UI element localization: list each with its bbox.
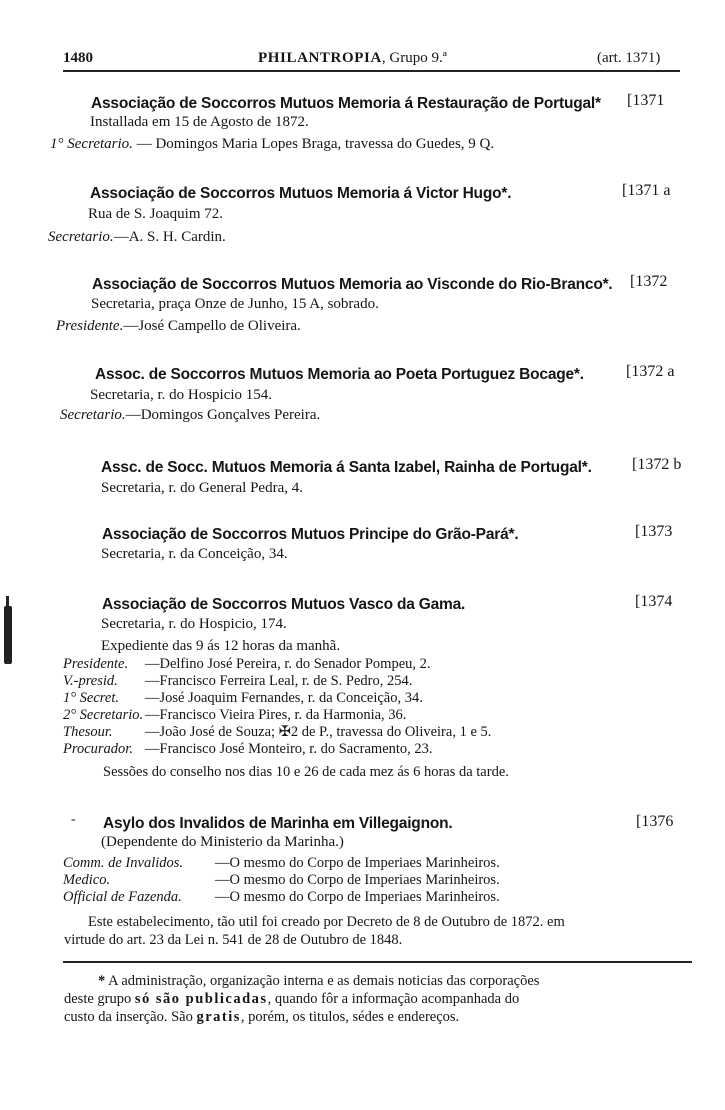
entry-7-name: Associação de Soccorros Mutuos Vasco da Gama. xyxy=(102,596,466,613)
footnote-text: , porém, os titulos, sédes e endereços. xyxy=(240,1009,460,1025)
entry-3-line: Secretaria, praça Onze de Junho, 15 A, sobrado. xyxy=(91,296,379,312)
officer-text: —Francisco Vieira Pires, r. da Harmonia, 36. xyxy=(145,707,407,723)
officer-role: Presidente. xyxy=(63,656,129,672)
officer-role: Thesour. xyxy=(63,724,113,740)
entry-3-officer xyxy=(56,318,301,335)
page-number: 1480 xyxy=(63,50,93,66)
officer-text: —Francisco Ferreira Leal, r. de S. Pedro, 254. xyxy=(145,673,413,689)
officer-text: —A. S. H. Cardin. xyxy=(113,229,226,245)
entry-7-closing: Sessões do conselho nos dias 10 e 26 de cada mez ás 6 horas da tarde. xyxy=(103,764,509,780)
officer-role: Comm. de Invalidos. xyxy=(63,855,184,871)
entry-7-line-1: Secretaria, r. do Hospicio, 174. xyxy=(101,616,287,632)
footnote-text: , quando fôr a informação acompanhada do xyxy=(267,991,520,1007)
entry-7-number: [1374 xyxy=(635,593,673,610)
entry-5-name: Assc. de Socc. Mutuos Memoria á Santa Izabel, Rainha de Portugal*. xyxy=(101,459,592,476)
footnote-line-3 xyxy=(64,1009,459,1026)
entry-2-officer xyxy=(48,229,226,246)
footnote-line-2 xyxy=(64,991,519,1008)
footnote-text: custo da inserção. São xyxy=(64,1009,197,1025)
entry-1-number: [1371 xyxy=(627,92,665,109)
entry-6-name: Associação de Soccorros Mutuos Principe do Grão-Pará*. xyxy=(102,526,519,543)
entry-1-name: Associação de Soccorros Mutuos Memoria á Restauração de Portugal* xyxy=(91,95,601,112)
running-title-rest: , Grupo 9.ª xyxy=(381,50,447,66)
entry-8-closing-2: virtude do art. 23 da Lei n. 541 de 28 de Outubro de 1848. xyxy=(64,932,403,948)
entry-8-name: Asylo dos Invalidos de Marinha em Villegaignon. xyxy=(103,815,453,832)
entry-4-number: [1372 a xyxy=(626,363,675,380)
entry-2-number: [1371 a xyxy=(622,182,671,199)
entry-8-number: [1376 xyxy=(636,813,674,830)
officer-text: —Domingos Gonçalves Pereira. xyxy=(125,407,321,423)
running-title-bold: PHILANTROPIA xyxy=(258,50,382,66)
entry-5-number: [1372 b xyxy=(632,456,682,473)
dash-mark: - xyxy=(71,812,76,827)
entry-7-line-2: Expediente das 9 ás 12 horas da manhã. xyxy=(101,638,341,654)
entry-6-number: [1373 xyxy=(635,523,673,540)
officer-role: Presidente. xyxy=(56,318,124,334)
officer-text: — Domingos Maria Lopes Braga, travessa do Guedes, 9 Q. xyxy=(136,136,495,152)
officer-text: —O mesmo do Corpo de Imperiaes Marinheiros. xyxy=(215,889,500,905)
officer-row xyxy=(63,656,431,673)
officer-row xyxy=(63,673,412,690)
entry-6-line: Secretaria, r. da Conceição, 34. xyxy=(101,546,288,562)
officer-role: Procurador. xyxy=(63,741,133,757)
officer-row xyxy=(63,724,491,741)
officer-text: —Delfino José Pereira, r. do Senador Pompeu, 2. xyxy=(145,656,431,672)
running-title xyxy=(258,50,447,67)
officer-role: Secretario. xyxy=(48,229,114,245)
entry-4-officer xyxy=(60,407,320,424)
officer-role: 1° Secretario. xyxy=(50,136,133,152)
officer-row xyxy=(63,872,500,889)
officer-text: —Francisco José Monteiro, r. do Sacramento, 23. xyxy=(145,741,433,757)
officer-row xyxy=(63,707,406,724)
entry-3-number: [1372 xyxy=(630,273,668,290)
footnote-line-1 xyxy=(98,973,539,990)
officer-role: Medico. xyxy=(63,872,111,888)
officer-role: Official de Fazenda. xyxy=(63,889,182,905)
article-ref: (art. 1371) xyxy=(597,50,661,66)
officer-text: —O mesmo do Corpo de Imperiaes Marinheiros. xyxy=(215,872,500,888)
scan-mark xyxy=(4,606,12,664)
officer-text: —José Campello de Oliveira. xyxy=(123,318,301,334)
officer-role: Secretario. xyxy=(60,407,126,423)
entry-4-line: Secretaria, r. do Hospicio 154. xyxy=(90,387,273,403)
officer-role: 2° Secretario. xyxy=(63,707,144,723)
officer-row xyxy=(63,741,433,758)
officer-text: —José Joaquim Fernandes, r. da Conceição, 34. xyxy=(145,690,423,706)
officer-role: V.-presid. xyxy=(63,673,118,689)
officer-text: —João José de Souza; ✠2 de P., travessa do Oliveira, 1 e 5. xyxy=(145,724,492,740)
officer-role: 1° Secret. xyxy=(63,690,119,706)
entry-2-line: Rua de S. Joaquim 72. xyxy=(88,206,223,222)
entry-3-name: Associação de Soccorros Mutuos Memoria ao Visconde do Rio-Branco*. xyxy=(92,276,613,293)
entry-1-officer xyxy=(50,136,494,153)
entry-2-name: Associação de Soccorros Mutuos Memoria á Victor Hugo*. xyxy=(90,185,512,202)
footnote-star: * xyxy=(98,973,106,989)
entry-5-line: Secretaria, r. do General Pedra, 4. xyxy=(101,480,303,496)
scan-mark xyxy=(6,596,9,608)
entry-4-name: Assoc. de Soccorros Mutuos Memoria ao Poeta Portuguez Bocage*. xyxy=(95,366,584,383)
footnote-emphasis: só são publicadas xyxy=(134,991,268,1007)
footnote-text: A administração, organização interna e as demais noticias das corporações xyxy=(108,973,540,989)
entry-8-line: (Dependente do Ministerio da Marinha.) xyxy=(101,834,344,850)
entry-8-closing-1: Este estabelecimento, tão util foi creado por Decreto de 8 de Outubro de 1872. em xyxy=(88,914,565,930)
officer-text: —O mesmo do Corpo de Imperiaes Marinheiros. xyxy=(215,855,500,871)
officer-row xyxy=(63,889,500,906)
entry-1-line: Installada em 15 de Agosto de 1872. xyxy=(90,114,309,130)
officer-row xyxy=(63,690,423,707)
header-rule xyxy=(63,70,680,72)
officer-row xyxy=(63,855,500,872)
footnote-emphasis: gratis xyxy=(196,1009,241,1025)
footnote-rule xyxy=(63,961,692,963)
footnote-text: deste grupo xyxy=(64,991,135,1007)
